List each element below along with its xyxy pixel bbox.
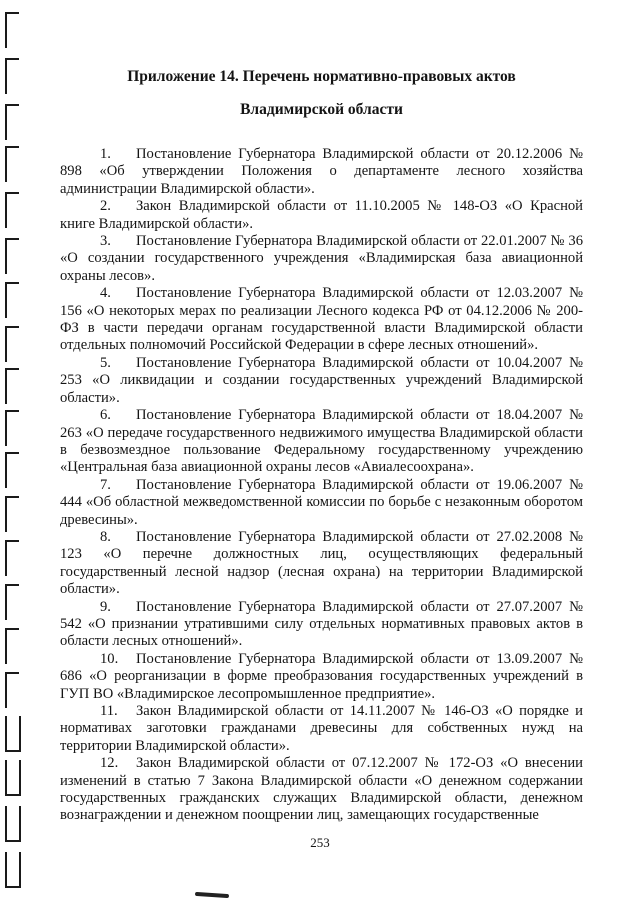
binder-ring	[5, 584, 19, 620]
document-title-line-2: Владимирской области	[240, 101, 403, 118]
binder-ring	[5, 104, 19, 140]
binder-ring	[5, 146, 19, 182]
binder-ring	[5, 760, 21, 796]
page-number: 253	[310, 835, 330, 850]
list-item-text: Постановление Губернатора Владимирской области от 10.04.2007 № 253 «О ликвидации и создании государственных учреждений Владимирской области».	[60, 354, 583, 406]
binder-ring	[5, 282, 19, 318]
binder-ring	[5, 326, 19, 362]
binder-ring	[5, 496, 19, 532]
legal-acts-list	[60, 146, 583, 825]
list-item-text: Закон Владимирской области от 14.11.2007 № 146-ОЗ «О порядке и нормативах заготовки гражданами древесины для собственных нужд на территории Владимирской области».	[60, 703, 583, 754]
list-item-text: Закон Владимирской области от 11.10.2005 № 148-ОЗ «О Красной книге Владимирской области».	[60, 198, 583, 232]
list-item-number: 3.	[100, 233, 111, 250]
list-item-number: 7.	[100, 476, 111, 493]
list-item-number: 5.	[100, 354, 111, 371]
list-item-text: Постановление Губернатора Владимирской области от 13.09.2007 № 686 «О реорганизации в форме преобразования государственных учреждений в ГУП ВО «Владимирское лесопромышленное предприятие».	[60, 650, 583, 702]
binder-ring	[5, 540, 19, 576]
list-item-number: 11.	[100, 703, 118, 719]
binder-ring	[5, 58, 19, 94]
binder-rings	[0, 0, 26, 905]
list-item	[60, 599, 583, 651]
binder-ring	[5, 368, 19, 404]
binder-ring	[5, 410, 19, 446]
list-item-number: 4.	[100, 285, 111, 302]
binder-ring	[5, 452, 19, 488]
list-item	[60, 285, 583, 355]
binder-ring	[5, 628, 19, 664]
list-item-number: 12.	[100, 755, 119, 772]
list-item-text: Постановление Губернатора Владимирской области от 27.02.2008 № 123 «О перечне должностных лиц, осуществляющих федеральный государственный лесной надзор (лесная охрана) на территории Владимирской области».	[60, 528, 583, 598]
list-item-number: 8.	[100, 528, 111, 545]
binder-ring	[5, 672, 19, 708]
binder-ring	[5, 238, 19, 274]
list-item	[60, 233, 583, 285]
list-item	[60, 755, 583, 825]
list-item	[60, 198, 583, 233]
list-item	[60, 407, 583, 477]
binder-ring	[5, 852, 21, 888]
list-item-text: Постановление Губернатора Владимирской области от 27.07.2007 № 542 «О признании утратившими силу отдельных нормативных правовых актов в области лесных отношений».	[60, 598, 583, 650]
list-item	[60, 651, 583, 703]
binder-ring	[5, 12, 19, 48]
list-item	[60, 477, 583, 529]
list-item-number: 1.	[100, 146, 111, 162]
list-item-text: Постановление Губернатора Владимирской области от 22.01.2007 № 36 «О создании государственного учреждения «Владимирская база авиационной охраны лесов».	[60, 233, 583, 284]
list-item-text: Постановление Губернатора Владимирской области от 18.04.2007 № 263 «О передаче государственного недвижимого имущества Владимирской области в безвозмездное пользование Федеральному государственному учреждению «Центральная база авиационной охраны лесов «Авиалесоохрана».	[60, 407, 583, 476]
list-item	[60, 703, 583, 755]
list-item-text: Постановление Губернатора Владимирской области от 19.06.2007 № 444 «Об областной межведомственной комиссии по борьбе с незаконным оборотом древесины».	[60, 476, 583, 528]
list-item-text: Постановление Губернатора Владимирской области от 20.12.2006 № 898 «Об утверждении Положения о департаменте лесного хозяйства администрации Владимирской области».	[60, 146, 583, 197]
list-item-text: Закон Владимирской области от 07.12.2007 № 172-ОЗ «О внесении изменений в статью 7 Закона Владимирской области «О денежном содержании государственных гражданских служащих Владимирской области, денежном вознаграждении и денежном поощрении лиц, замещающих государственные	[60, 755, 583, 824]
document-body	[60, 66, 583, 825]
list-item-text: Постановление Губернатора Владимирской области от 12.03.2007 № 156 «О некоторых мерах по реализации Лесного кодекса РФ от 04.12.2006 № 200-ФЗ в части передачи органам государственной власти Владимирской области отдельных полномочий Российской Федерации в сфере лесных отношений».	[60, 285, 583, 354]
binder-ring	[5, 192, 19, 228]
list-item	[60, 529, 583, 599]
binder-ring	[5, 716, 21, 752]
list-item-number: 9.	[100, 598, 111, 615]
scan-mark	[195, 892, 229, 898]
document-title-line-1: Приложение 14. Перечень нормативно-правовых актов	[127, 68, 516, 85]
list-item-number: 2.	[100, 198, 111, 215]
list-item	[60, 355, 583, 407]
list-item	[60, 146, 583, 198]
list-item-number: 6.	[100, 407, 111, 424]
list-item-number: 10.	[100, 650, 119, 667]
